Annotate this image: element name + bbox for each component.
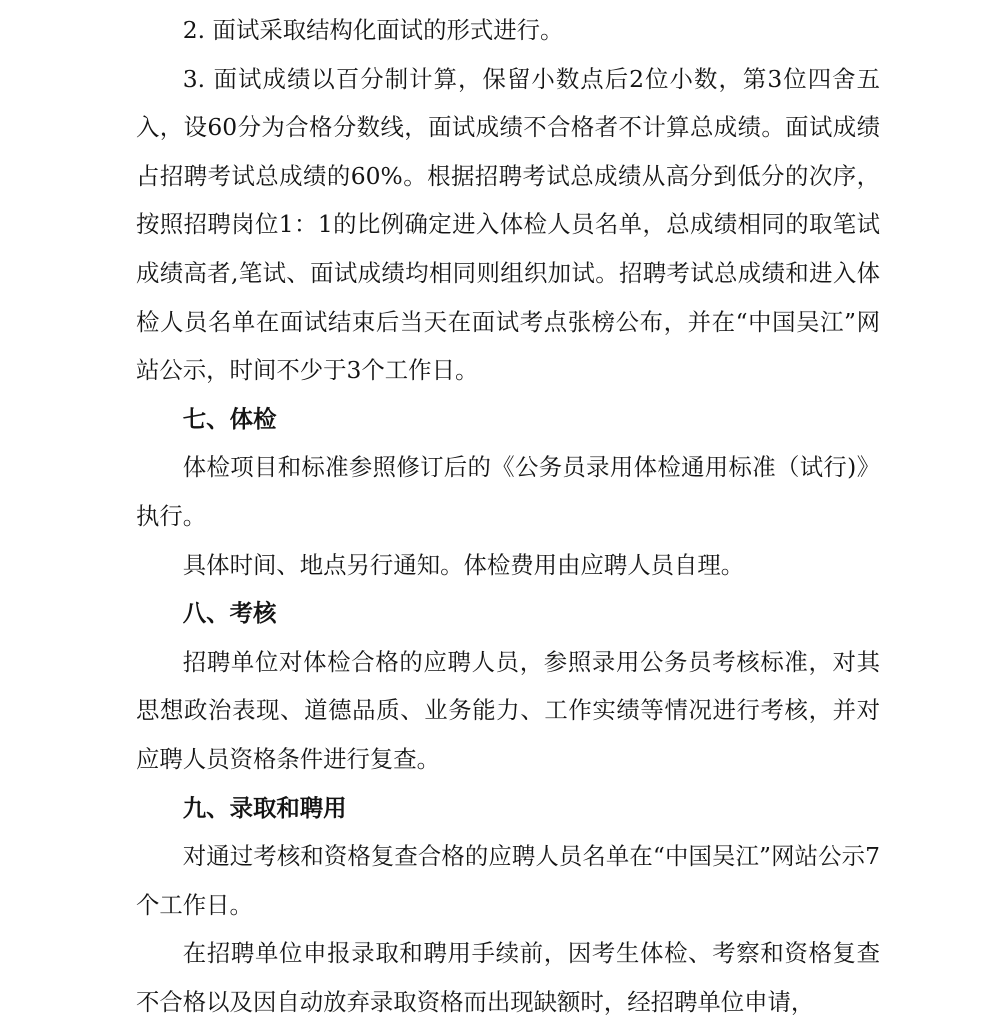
paragraph-assessment: 招聘单位对体检合格的应聘人员，参照录用公务员考核标准，对其思想政治表现、道德品质、业务能力、工作实绩等情况进行考核，并对应聘人员资格条件进行复查。 — [136, 647, 880, 773]
section-heading-physical-exam: 七、体检 — [182, 404, 277, 433]
document-page — [136, 6, 880, 1026]
paragraph-vacancy-filling: 在招聘单位申报录取和聘用手续前，因考生体检、考察和资格复查不合格以及因自动放弃录取资格而出现缺额时，经招聘单位申请， — [136, 939, 880, 1016]
paragraph-exam-standard: 体检项目和标准参照修订后的《公务员录用体检通用标准（试行)》执行。 — [136, 453, 880, 530]
paragraph-interview-scoring: 3. 面试成绩以百分制计算，保留小数点后2位小数，第3位四舍五入，设60分为合格分数线，面试成绩不合格者不计算总成绩。面试成绩占招聘考试总成绩的60%。根据招聘考试总成绩从高分到低分的次序，按照招聘岗位1：1的比例确定进入体检人员名单，总成绩相同的取笔试成绩高者,笔试、面试成绩均相同则组织加试。招聘考试总成绩和进入体检人员名单在面试结束后当天在面试考点张榜公布，并在“中国吴江”网站公示，时间不少于3个工作日。 — [136, 64, 880, 385]
paragraph-interview-format: 2. 面试采取结构化面试的形式进行。 — [182, 16, 564, 44]
section-heading-assessment: 八、考核 — [182, 599, 277, 628]
paragraph-admission-publicity: 对通过考核和资格复查合格的应聘人员名单在“中国吴江”网站公示7个工作日。 — [136, 842, 880, 919]
section-heading-admission: 九、录取和聘用 — [182, 793, 347, 822]
paragraph-exam-logistics: 具体时间、地点另行通知。体检费用由应聘人员自理。 — [182, 550, 745, 579]
